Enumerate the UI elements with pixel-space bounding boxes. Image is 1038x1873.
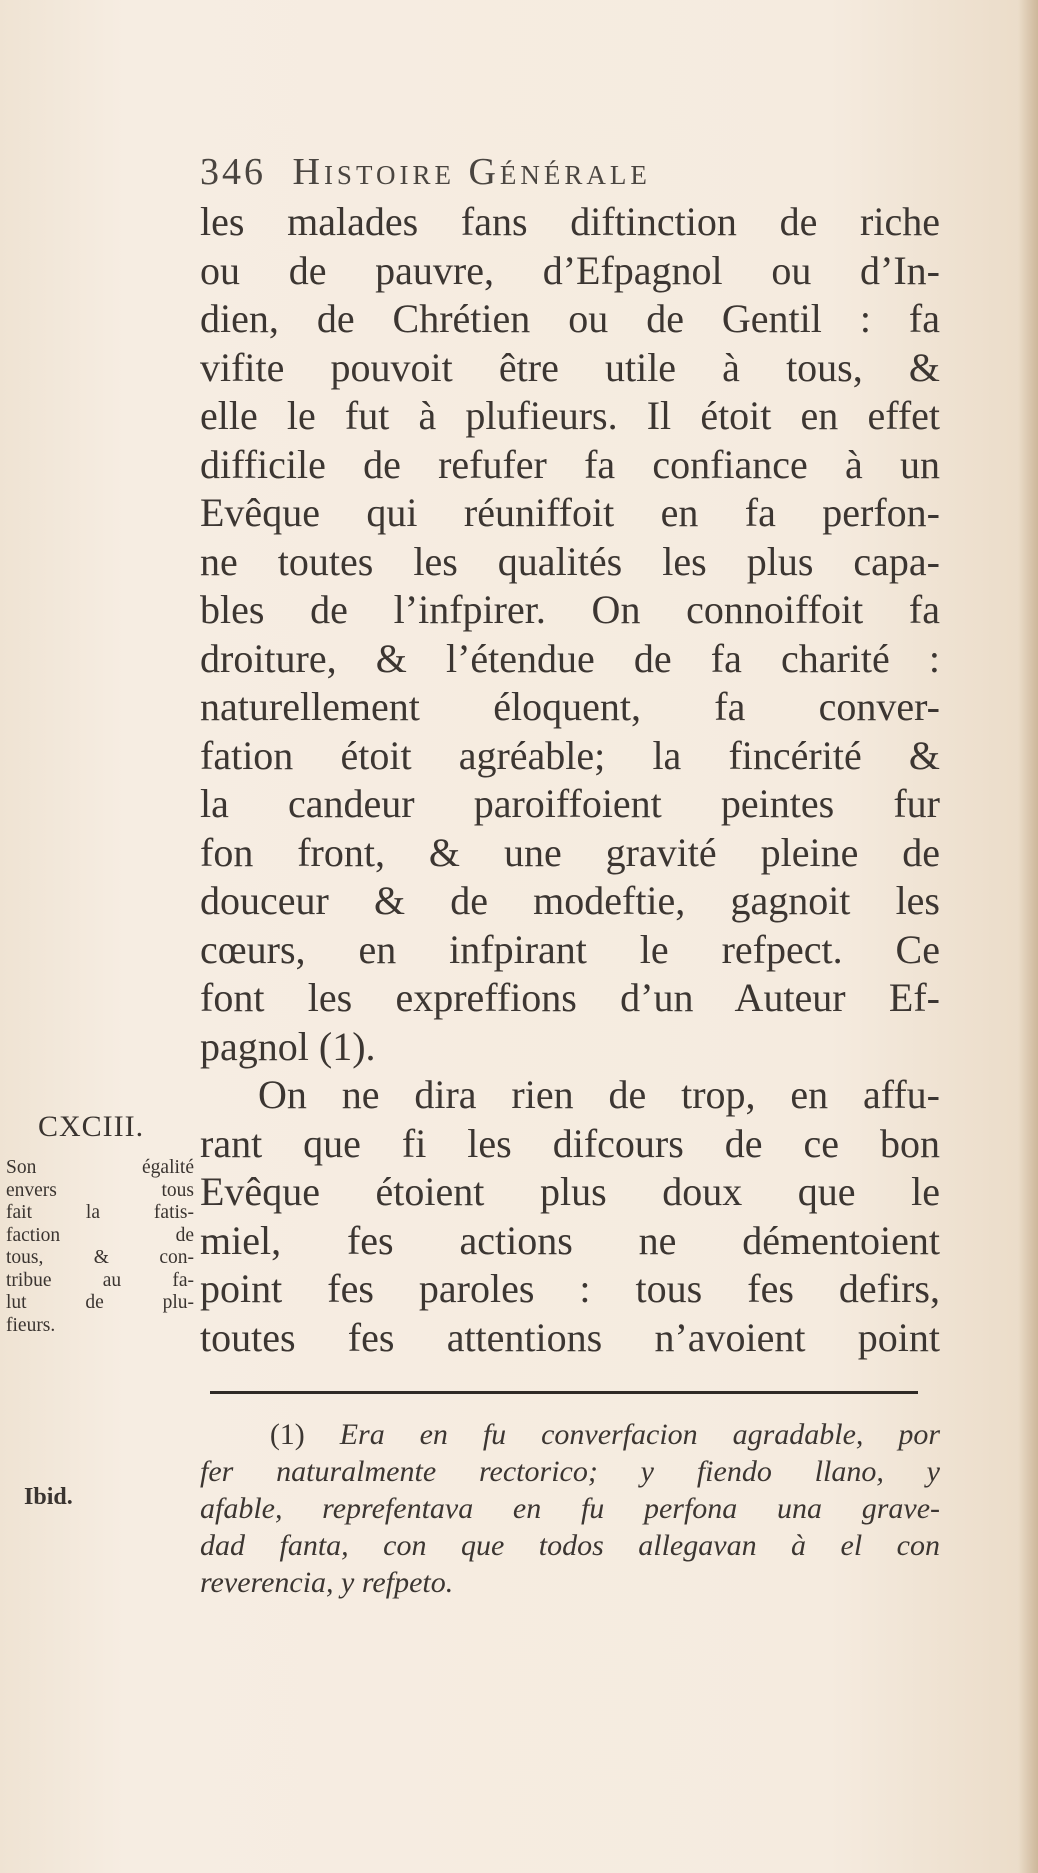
footnote-line: dad fanta, con que todos allegavan à el con <box>200 1529 940 1562</box>
text-line: Evêque qui réuniffoit en fa perfon- <box>200 490 940 535</box>
text-line: douceur & de modeftie, gagnoit les <box>200 878 940 923</box>
footnote <box>200 1416 940 1601</box>
text-line: difficile de refufer fa confiance à un <box>200 441 940 487</box>
text-line: ne toutes les qualités les plus capa- <box>200 538 940 584</box>
margin-line: Son égalité <box>6 1157 194 1178</box>
margin-line: tribue au fa- <box>6 1269 194 1291</box>
text-line: font les expreffions d’un Auteur Ef- <box>200 975 940 1020</box>
margin-line: faction de <box>6 1224 194 1246</box>
text-line: elle le fut à plufieurs. Il étoit en effet <box>200 393 940 438</box>
text-line: dien, de Chrétien ou de Gentil : fa <box>200 296 940 341</box>
text-line: miel, fes actions ne démentoient <box>200 1217 940 1263</box>
margin-summary <box>6 1157 194 1337</box>
text-line: vifite pouvoit être utile à tous, & <box>200 344 940 390</box>
text-line: rant que fi les difcours de ce bon <box>200 1120 940 1166</box>
footnote-line: afable, reprefentava en fu perfona una grave- <box>200 1492 940 1525</box>
footnote-line: fer naturalmente rectorico; y fiendo llano, y <box>200 1455 940 1488</box>
text-line: ou de pauvre, d’Efpagnol ou d’In- <box>200 247 940 293</box>
footnote-line <box>200 1416 940 1453</box>
footnote-text: Era en fu converfacion agradable, por <box>339 1418 940 1451</box>
text-line: naturellement éloquent, fa conver- <box>200 684 940 729</box>
margin-line: lut de plu- <box>6 1292 194 1313</box>
footnote-marker: (1) <box>269 1418 305 1451</box>
footnote-rule <box>210 1391 918 1394</box>
margin-line: tous, & con- <box>6 1247 194 1268</box>
margin-line: envers tous <box>6 1179 194 1201</box>
text-line: On ne dira rien de trop, en affu- <box>258 1072 940 1117</box>
margin-line: fait la fatis- <box>6 1202 194 1223</box>
text-line: toutes fes attentions n’avoient point <box>200 1314 940 1360</box>
section-number: CXCIII. <box>38 1110 145 1143</box>
running-title: Histoire Générale <box>292 151 651 193</box>
text-line: la candeur paroiffoient peintes fur <box>200 781 940 826</box>
page-edge-shadow <box>1018 0 1038 1873</box>
text-line: fation étoit agréable; la fincérité & <box>200 732 940 778</box>
text-line: point fes paroles : tous fes defirs, <box>200 1266 940 1311</box>
footnote-source-note: Ibid. <box>24 1484 73 1510</box>
text-line: les malades fans diftinction de riche <box>200 199 940 244</box>
text-line: bles de l’infpirer. On connoiffoit fa <box>200 587 940 632</box>
margin-line: fieurs. <box>6 1314 56 1336</box>
text-line: cœurs, en infpirant le refpect. Ce <box>200 926 940 972</box>
text-line: droiture, & l’étendue de fa charité : <box>200 635 940 681</box>
text-line: Evêque étoient plus doux que le <box>200 1169 940 1214</box>
main-text <box>200 198 940 1362</box>
text-line: pagnol (1). <box>200 1023 376 1069</box>
footnote-line: reverencia, y refpeto. <box>200 1566 454 1599</box>
text-line: fon front, & une gravité pleine de <box>200 829 940 875</box>
page-number: 346 <box>200 151 266 193</box>
